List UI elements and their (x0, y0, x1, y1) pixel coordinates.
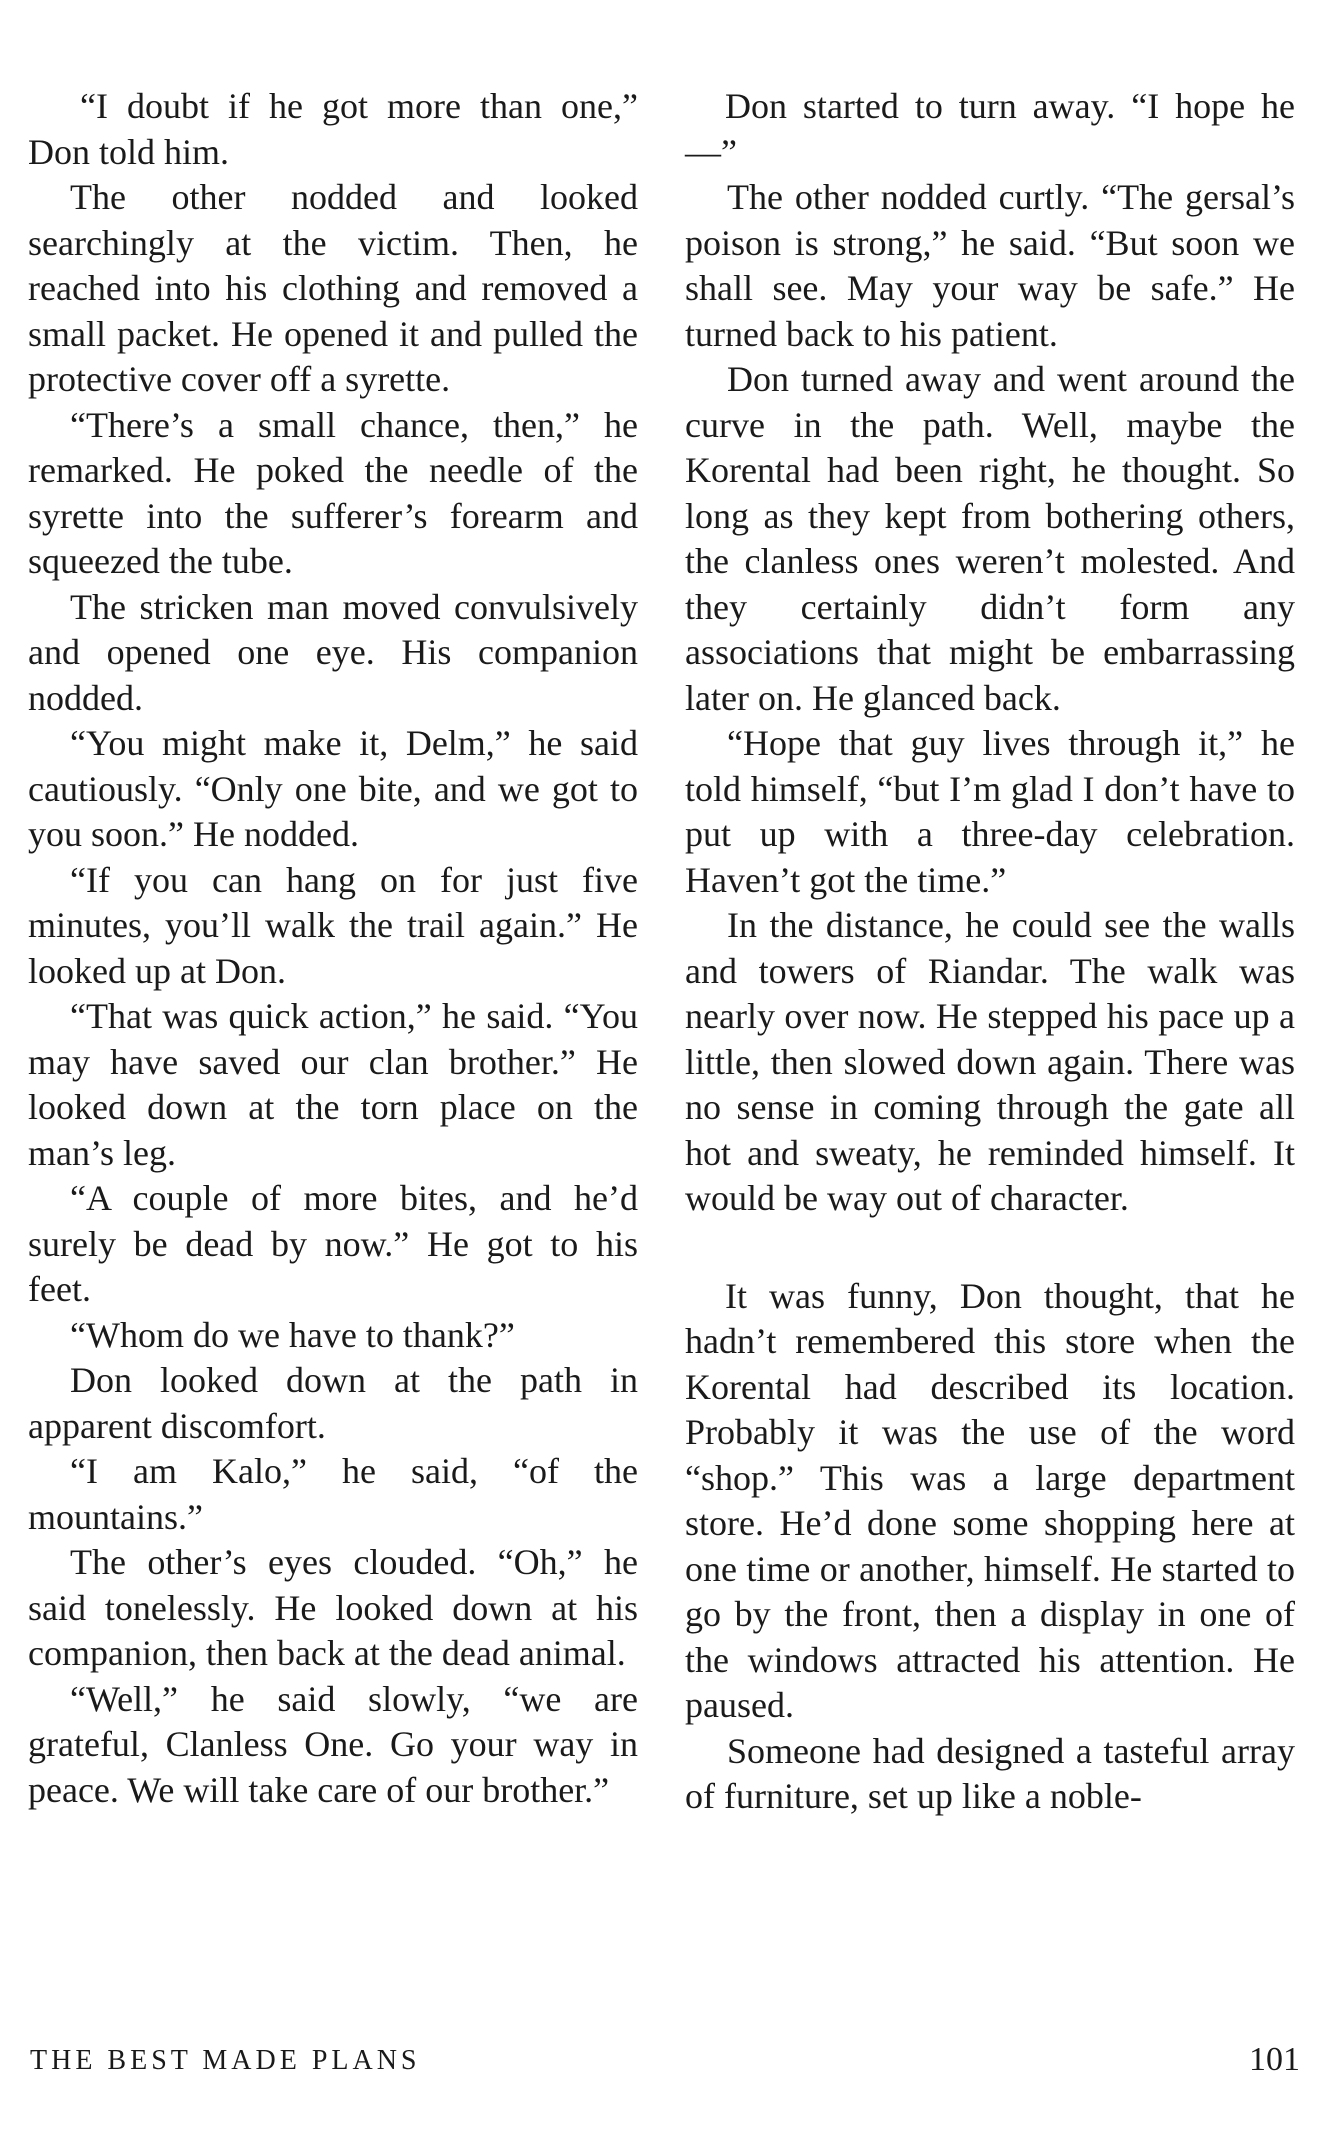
paragraph: The other nodded curtly. “The gersal’s poison is strong,” he said. “But soon we shall see. May your way be safe.” He turned back to his patient. (685, 177, 1295, 354)
paragraph: The stricken man moved convulsively and opened one eye. His companion nodded. (28, 586, 638, 718)
paragraph: The other’s eyes clouded. “Oh,” he said tonelessly. He looked down at his companion, then back at the dead animal. (28, 1542, 638, 1673)
paragraph: “Hope that guy lives through it,” he told himself, “but I’m glad I don’t have to put up with a three-day celebration. Haven’t got the time.” (685, 723, 1295, 900)
paragraph: Someone had designed a tasteful array of furniture, set up like a noble- (685, 1730, 1295, 1816)
page-number: 101 (1249, 2041, 1300, 2078)
paragraph: In the distance, he could see the walls and towers of Riandar. The walk was nearly over now. He stepped his pace up a little, then slowed down again. There was no sense in coming through the gate all hot and sweaty, he reminded himself. It would be way out of character. (685, 905, 1295, 1218)
paragraph: “There’s a small chance, then,” he remarked. He poked the needle of the syrette into the sufferer’s forearm and squeezed the tube. (28, 404, 638, 581)
page-footer (30, 2041, 1300, 2085)
paragraph: “I am Kalo,” he said, “of the mountains.” (28, 1451, 638, 1537)
paragraph: “I doubt if he got more than one,” Don told him. (28, 86, 638, 172)
paragraph: “You might make it, Delm,” he said cautiously. “Only one bite, and we got to you soon.” He nodded. (28, 723, 638, 854)
paragraph: Don turned away and went around the curve in the path. Well, maybe the Korental had been right, he thought. So long as they kept from bothering others, the clanless ones weren’t molested. And they certainly didn’t form any associations that might be embarrassing later on. He glanced back. (685, 359, 1295, 718)
paragraph: “Whom do we have to thank?” (70, 1314, 515, 1355)
paragraph: It was funny, Don thought, that he hadn’t remembered this store when the Korental had described its location. Probably it was the use of the word “shop.” This was a large department store. He’d done some shopping here at one time or another, himself. He started to go by the front, then a display in one of the windows attracted his attention. He paused. (685, 1275, 1295, 1725)
right-column (685, 84, 1295, 1820)
section-break (685, 1222, 1295, 1274)
paragraph: Don started to turn away. “I hope he—” (685, 86, 1295, 172)
running-head: THE BEST MADE PLANS (30, 2045, 421, 2076)
paragraph: “A couple of more bites, and he’d surely be dead by now.” He got to his feet. (28, 1178, 638, 1309)
paragraph: “Well,” he said slowly, “we are grateful, Clanless One. Go your way in peace. We will take care of our brother.” (28, 1678, 638, 1810)
paragraph: “That was quick action,” he said. “You may have saved our clan brother.” He looked down at the torn place on the man’s leg. (28, 996, 638, 1173)
left-column (28, 84, 638, 1813)
paragraph: The other nodded and looked searchingly at the victim. Then, he reached into his clothing and removed a small packet. He opened it and pulled the protective cover off a syrette. (28, 177, 638, 399)
paragraph: “If you can hang on for just five minutes, you’ll walk the trail again.” He looked up at Don. (28, 859, 638, 991)
paragraph: Don looked down at the path in apparent discomfort. (28, 1360, 638, 1446)
